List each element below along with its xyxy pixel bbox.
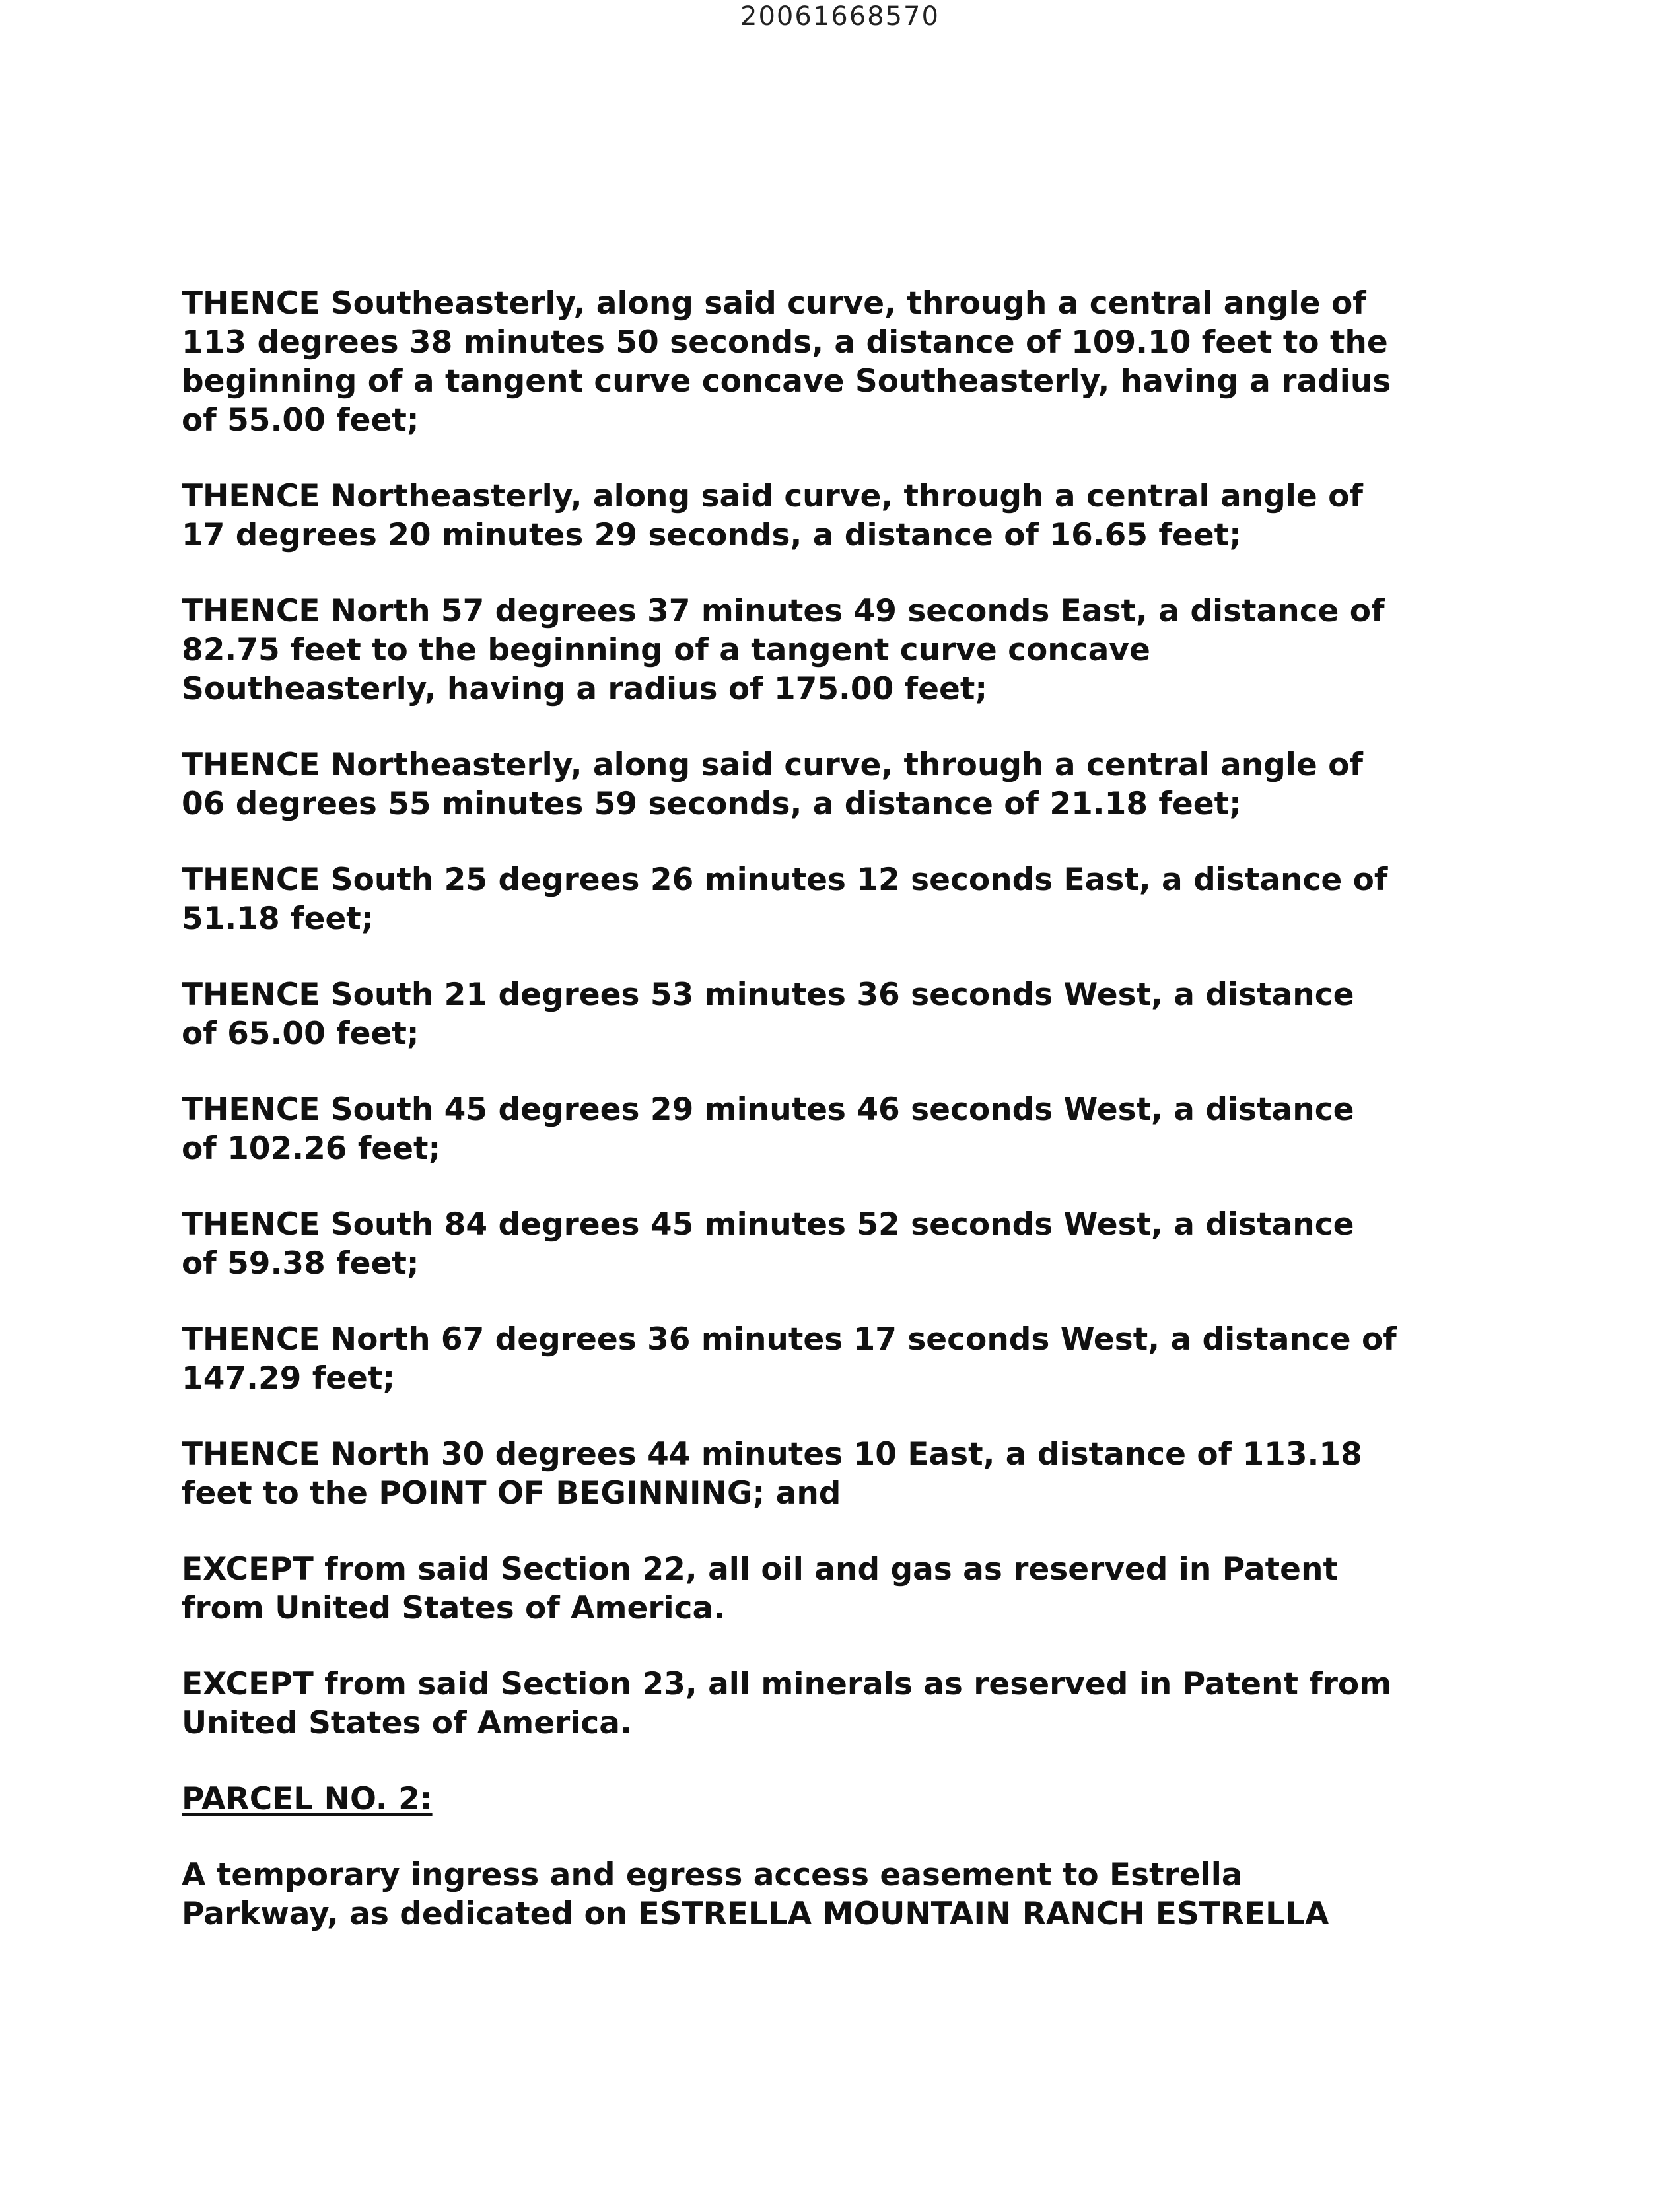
paragraph-thence-north-30: THENCE North 30 degrees 44 minutes 10 East, a distance of 113.18 feet to the POINT OF BEGINNING; and <box>182 1436 1362 1511</box>
paragraph-thence-south-45: THENCE South 45 degrees 29 minutes 46 seconds West, a distance of 102.26 feet; <box>182 1092 1354 1167</box>
parcel-heading: PARCEL NO. 2: <box>182 1781 433 1817</box>
paragraph-thence-northeasterly-curve: THENCE Northeasterly, along said curve, through a central angle of 17 degrees 20 minutes 29 seconds, a distance of 16.65 feet; <box>182 478 1363 553</box>
paragraph-thence-north-57: THENCE North 57 degrees 37 minutes 49 seconds East, a distance of 82.75 feet to the beginning of a tangent curve concave Southeasterly, having a radius of 175.00 feet; <box>182 593 1385 707</box>
paragraph-thence-south-21: THENCE South 21 degrees 53 minutes 36 seconds West, a distance of 65.00 feet; <box>182 977 1354 1052</box>
paragraph-thence-south-84: THENCE South 84 degrees 45 minutes 52 seconds West, a distance of 59.38 feet; <box>182 1206 1354 1282</box>
paragraph-thence-northeasterly-curve-2: THENCE Northeasterly, along said curve, through a central angle of 06 degrees 55 minutes 59 seconds, a distance of 21.18 feet; <box>182 747 1363 822</box>
paragraph-except-section-23: EXCEPT from said Section 23, all minerals as reserved in Patent from United States of America. <box>182 1666 1392 1741</box>
paragraph-thence-north-67: THENCE North 67 degrees 36 minutes 17 seconds West, a distance of 147.29 feet; <box>182 1321 1397 1397</box>
paragraph-thence-south-25: THENCE South 25 degrees 26 minutes 12 seconds East, a distance of 51.18 feet; <box>182 862 1388 937</box>
document-number: 20061668570 <box>740 1 940 32</box>
paragraph-thence-southeasterly-curve: THENCE Southeasterly, along said curve, through a central angle of 113 degrees 38 minutes 50 seconds, a distance of 109.10 feet to the beginning of a tangent curve concave Southeasterly, having a radius of 55.00 feet; <box>182 285 1391 438</box>
paragraph-parcel-2-easement: A temporary ingress and egress access easement to Estrella Parkway, as dedicated on ESTRELLA MOUNTAIN RANCH ESTRELLA <box>182 1857 1329 1932</box>
paragraph-except-section-22: EXCEPT from said Section 22, all oil and gas as reserved in Patent from United States of America. <box>182 1551 1338 1626</box>
legal-description <box>182 284 1516 1970</box>
